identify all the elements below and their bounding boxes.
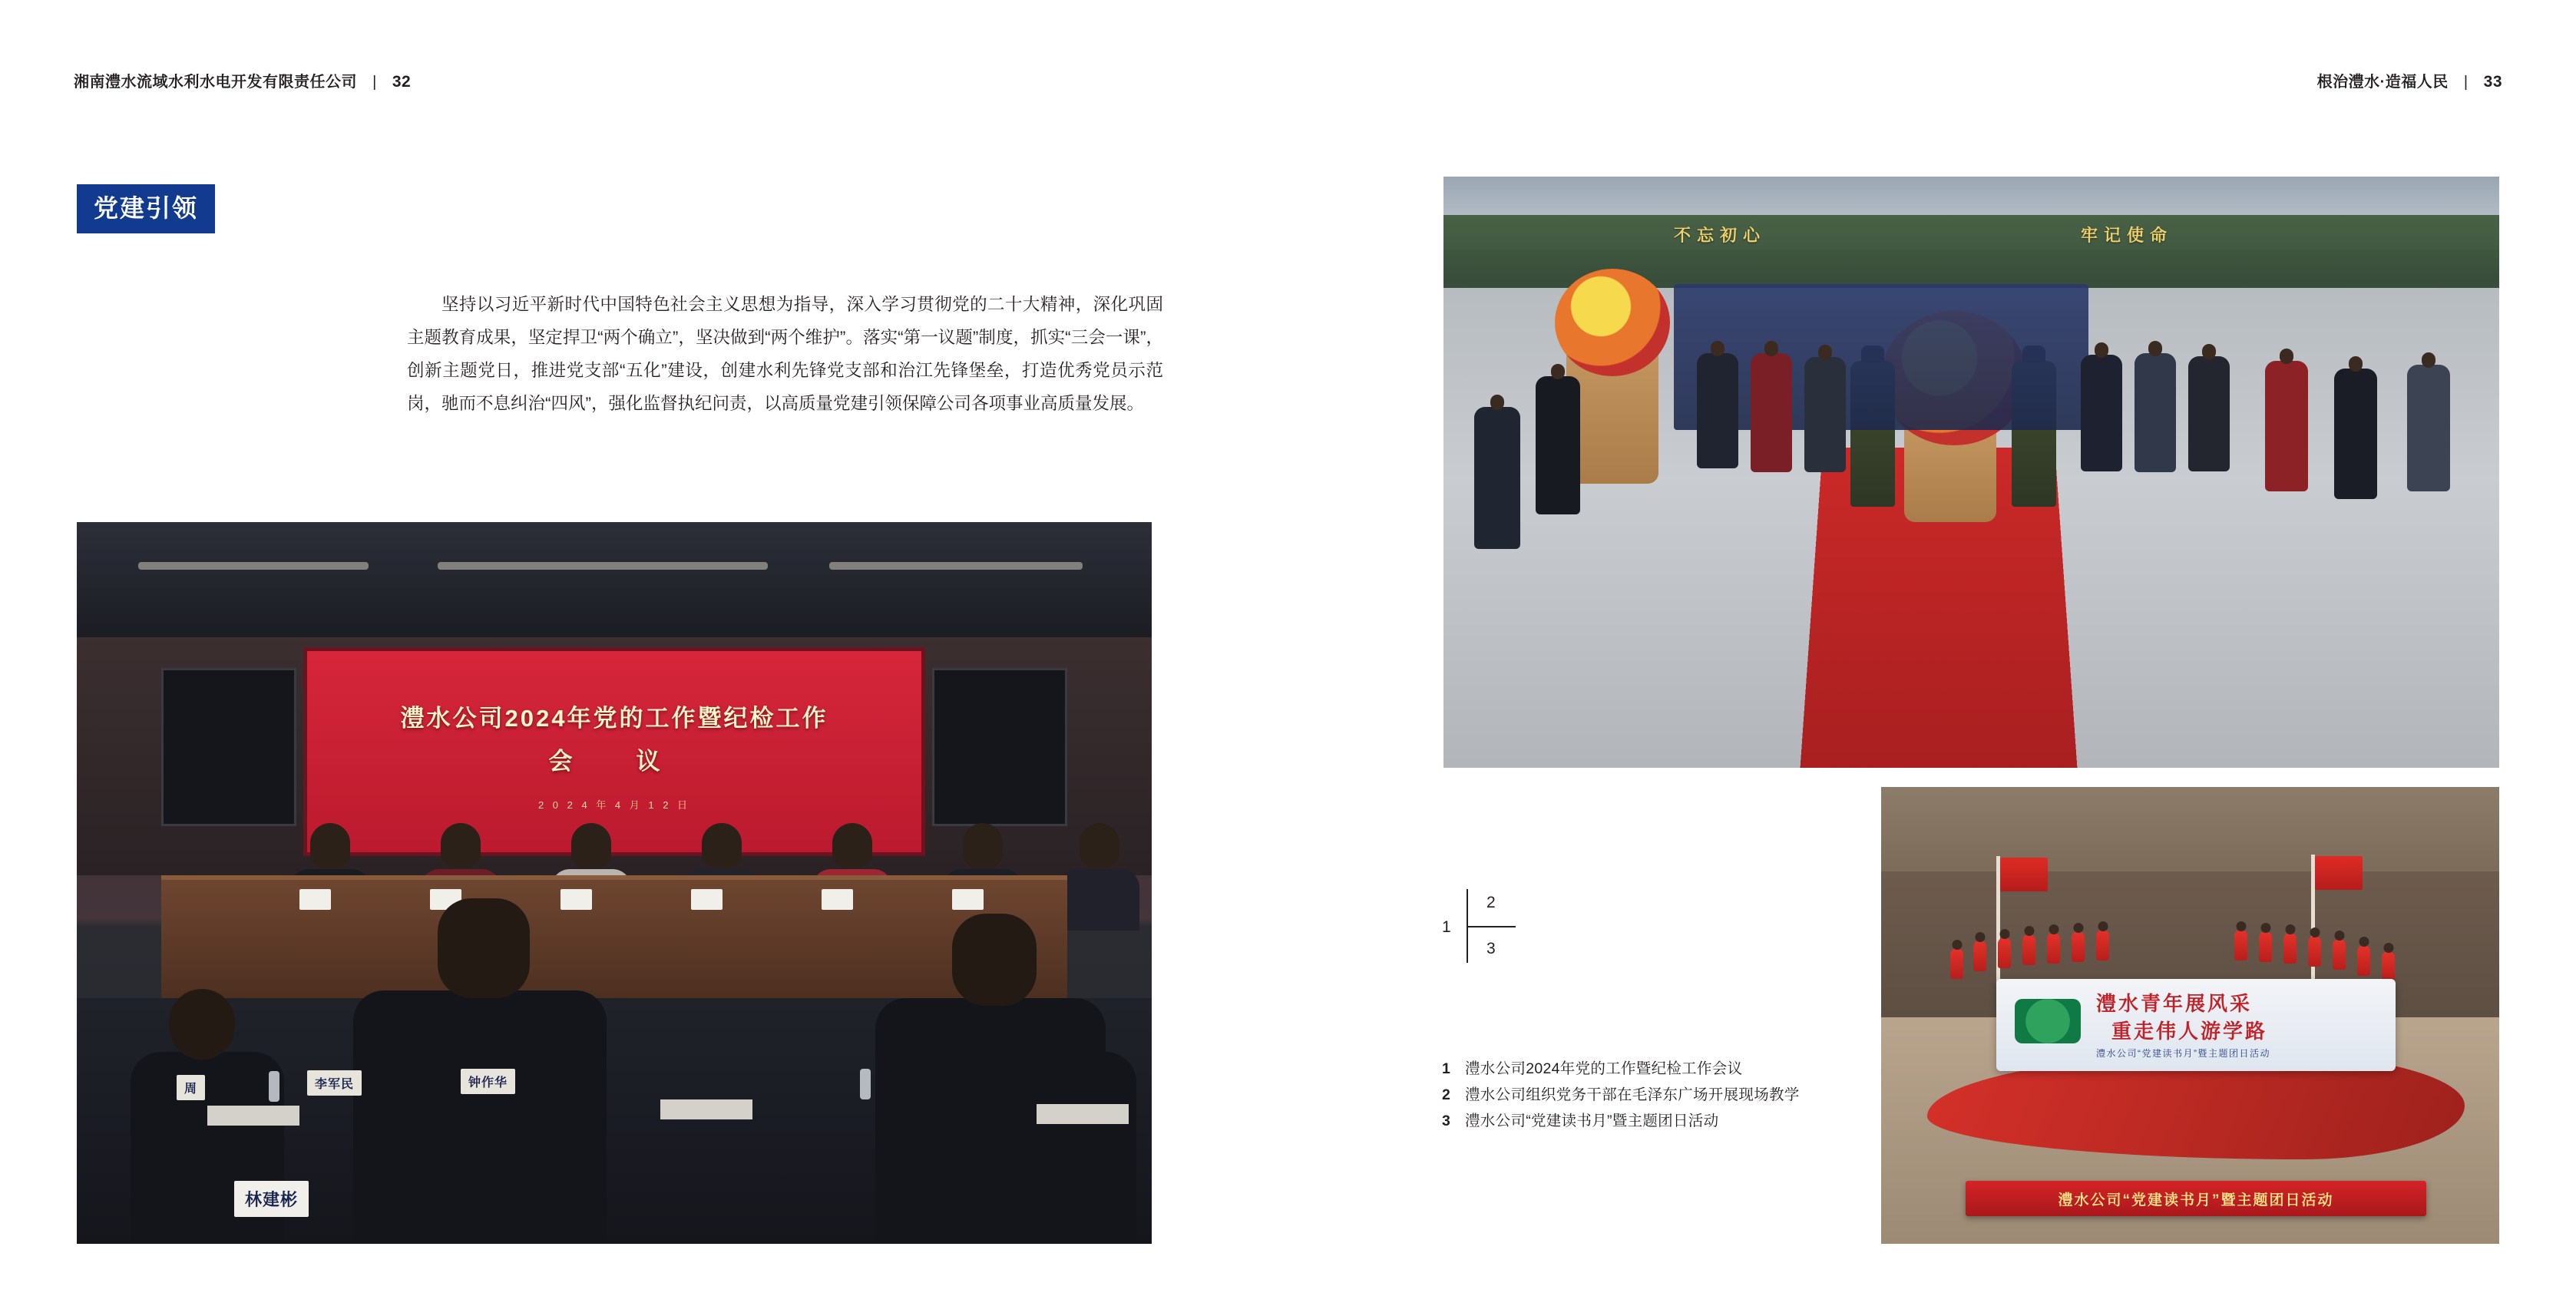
photo-mao-square-ceremony	[1443, 177, 2499, 768]
head-table	[161, 875, 1067, 1003]
theme-banner-line-2: 重走伟人游学路	[2111, 1020, 2268, 1043]
figure-caption-list	[1442, 1056, 2194, 1134]
theme-banner-line-3: 澧水公司“党建读书月”暨主题团日活动	[2096, 1048, 2270, 1059]
header-separator-right: |	[2463, 74, 2469, 91]
red-flag-left	[2000, 858, 2048, 891]
audience-seat-2	[353, 990, 607, 1244]
attendee	[2334, 369, 2377, 499]
bottom-red-banner: 澧水公司“党建读书月”暨主题团日活动	[1966, 1181, 2426, 1216]
ceiling	[77, 522, 1152, 637]
side-monitor-left	[161, 668, 296, 826]
document-sheet-3	[1037, 1104, 1129, 1124]
attendee	[2407, 365, 2450, 491]
list-item	[1442, 1108, 2194, 1134]
desk-nameplate-4: 钟作华	[461, 1069, 515, 1094]
company-name: 湘南澧水流域水利水电开发有限责任公司	[74, 74, 357, 91]
page-number-left: 32	[392, 73, 412, 91]
desk-nameplate-main: 林建彬	[234, 1181, 309, 1217]
photo-conference-meeting	[77, 522, 1152, 1244]
participant	[2283, 933, 2297, 964]
document-sheet-1	[207, 1106, 299, 1126]
participant	[2047, 933, 2060, 964]
nameplate-5	[822, 889, 853, 910]
attendee	[2135, 353, 2176, 472]
attendee	[2265, 361, 2308, 491]
participant	[2096, 930, 2109, 960]
attendee	[1804, 357, 1846, 472]
figure-key-2: 2	[1486, 894, 1496, 911]
stage-backdrop-screen	[307, 651, 921, 852]
backdrop-line-3: 2 0 2 4 年 4 月 1 2 日	[537, 799, 691, 811]
banner-text-right: 牢记使命	[2081, 226, 2174, 245]
attendee	[2081, 355, 2122, 471]
red-flag-right	[2315, 856, 2363, 890]
participant	[2072, 931, 2085, 962]
figure-key-divider-horizontal	[1468, 926, 1516, 927]
page-number-right: 33	[2483, 73, 2502, 91]
caption-number: 2	[1442, 1086, 1450, 1103]
attendee	[2188, 356, 2230, 471]
attendee	[1474, 407, 1520, 549]
desk-nameplate-2: 周	[177, 1075, 205, 1100]
participant	[2357, 945, 2370, 976]
audience-seat-4	[975, 1052, 1136, 1244]
header-separator-left: |	[372, 74, 377, 91]
participant	[1973, 941, 1986, 971]
page-header-right	[2317, 69, 2502, 91]
nameplate-6	[952, 889, 984, 910]
attendee	[1751, 353, 1792, 472]
list-item	[1442, 1056, 2194, 1082]
slogan: 根治澧水·造福人民	[2316, 74, 2449, 91]
participant	[1950, 948, 1963, 979]
figure-key-1: 1	[1442, 918, 1451, 936]
body-paragraph: 坚持以习近平新时代中国特色社会主义思想为指导，深入学习贯彻党的二十大精神，深化巩固主题教育成果，坚定捍卫“两个确立”，坚决做到“两个维护”。落实“第一议题”制度，抓实“三会一课”，创新主题党日，推进党支部“五化”建设，创建水利先锋党支部和治江先锋堡垒，打造优秀党员示范岗，驰而不息纠治“四风”，强化监督执纪问责，以高质量党建引领保障公司各项事业高质量发展。	[407, 295, 1163, 413]
nameplate-3	[561, 889, 592, 910]
photo-youth-reading-month-activity	[1881, 787, 2499, 1244]
background-terrace	[1881, 787, 2499, 879]
theme-banner-line-1: 澧水青年展风采	[2096, 992, 2253, 1015]
participant	[2382, 951, 2395, 982]
caption-text: 澧水公司“党建读书月”暨主题团日活动	[1465, 1113, 1719, 1129]
page-header-left	[74, 69, 411, 91]
backdrop-line-2: 会 议	[548, 748, 680, 775]
audience-head-3	[952, 914, 1037, 1006]
backdrop-line-1: 澧水公司2024年党的工作暨纪检工作	[400, 705, 828, 732]
audience-head-1	[169, 989, 235, 1060]
document-sheet-2	[660, 1099, 752, 1119]
attendee	[1697, 353, 1738, 468]
list-item	[1442, 1082, 2194, 1108]
nameplate-4	[691, 889, 723, 910]
water-bottle-1	[269, 1071, 279, 1102]
attendee	[1536, 376, 1580, 514]
participant	[2308, 936, 2321, 967]
audience-head-2	[438, 898, 530, 998]
section-title-badge: 党建引领	[77, 184, 215, 233]
flower-basket-left	[1555, 269, 1670, 376]
caption-text: 澧水公司2024年党的工作暨纪检工作会议	[1465, 1060, 1743, 1077]
participant	[1998, 937, 2011, 968]
caption-number: 3	[1442, 1113, 1450, 1129]
participant	[2333, 939, 2346, 970]
figure-number-key	[1442, 889, 1565, 966]
caption-number: 1	[1442, 1060, 1450, 1077]
caption-text: 澧水公司组织党务干部在毛泽东广场开展现场教学	[1465, 1086, 1800, 1103]
participant	[2259, 931, 2272, 962]
participant	[2234, 930, 2247, 960]
figure-key-3: 3	[1486, 940, 1496, 957]
banner-text-left: 不忘初心	[1674, 226, 1767, 245]
company-logo-icon	[2015, 999, 2081, 1043]
side-monitor-right	[932, 668, 1067, 826]
nameplate-1	[299, 889, 331, 910]
water-bottle-2	[860, 1069, 871, 1099]
desk-nameplate-3: 李军民	[307, 1070, 362, 1096]
participant	[2022, 934, 2035, 965]
